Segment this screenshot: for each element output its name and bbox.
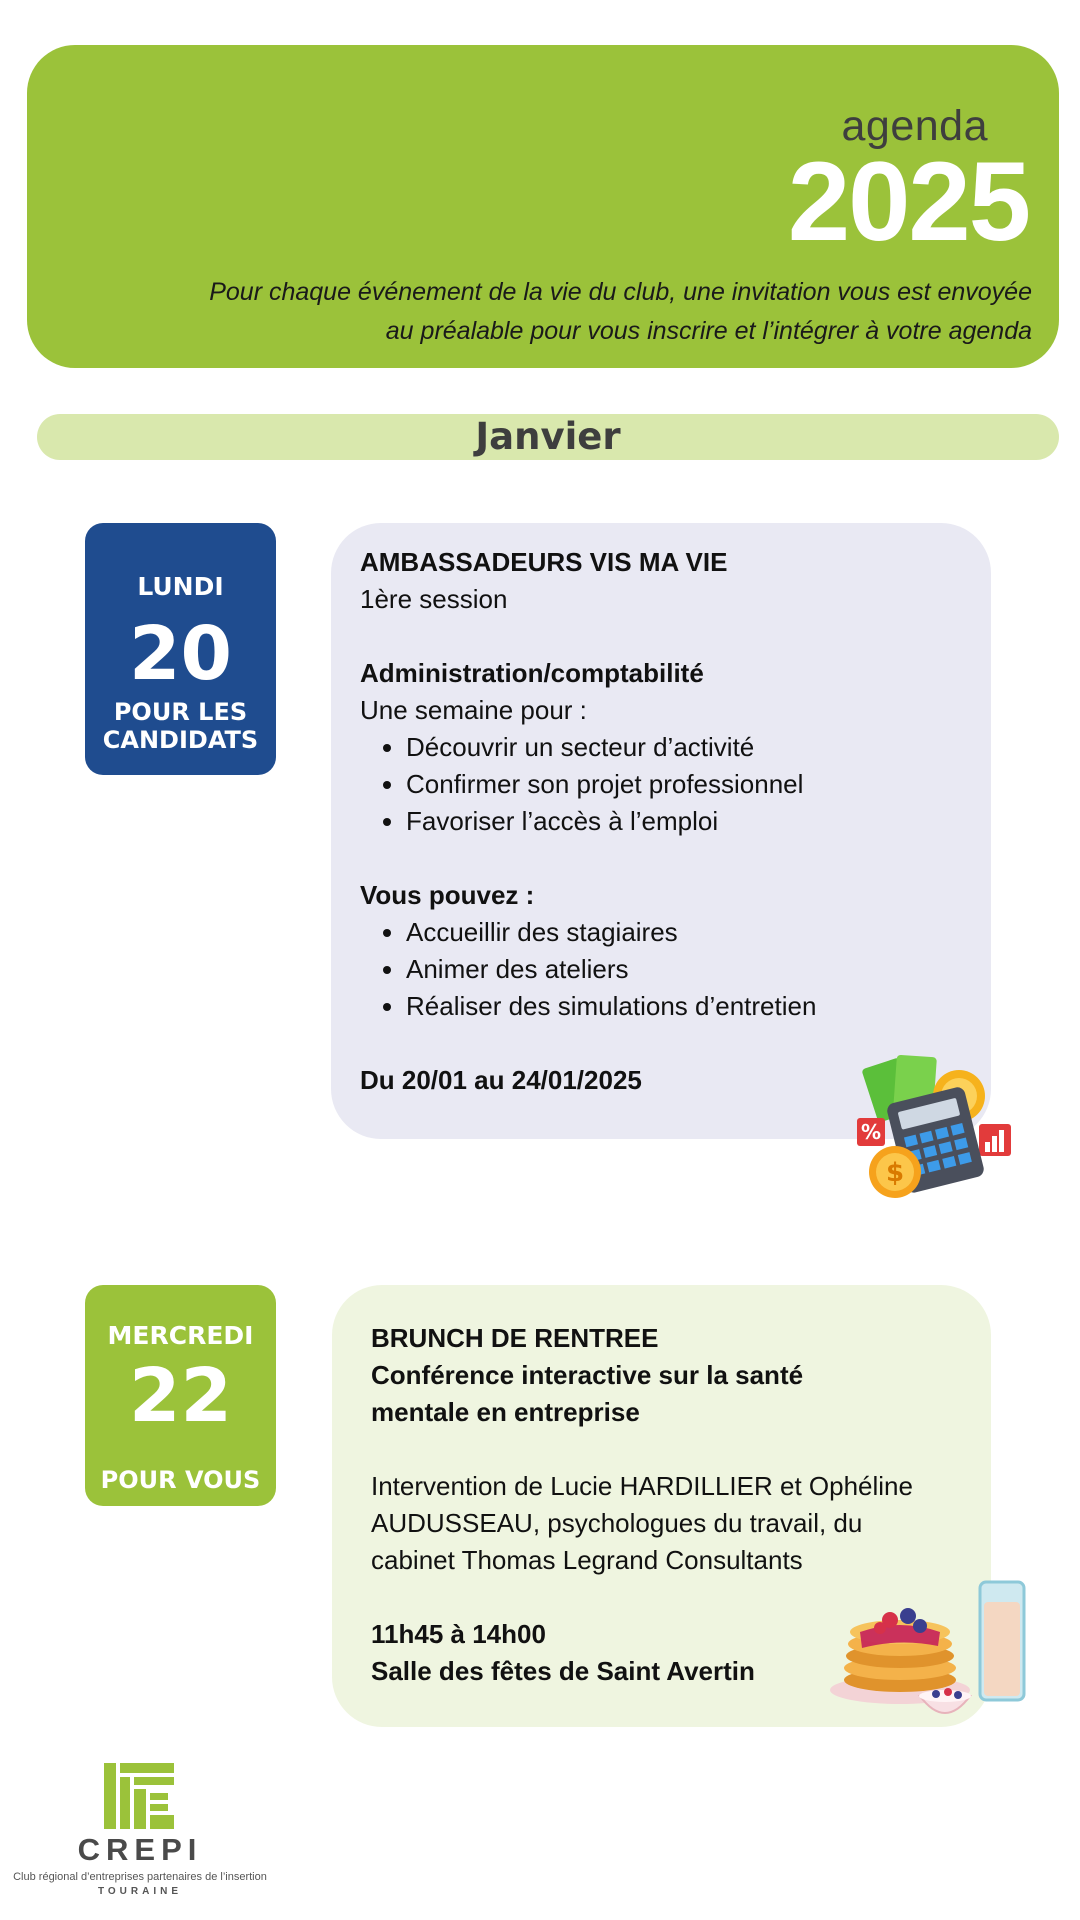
speakers-line-1: Intervention de Lucie HARDILLIER et Ophéline — [371, 1471, 913, 1501]
crepi-logo-icon — [104, 1763, 174, 1829]
day-number: 20 — [129, 611, 232, 697]
day-name: MERCREDI — [107, 1321, 254, 1350]
event-venue: Salle des fêtes de Saint Avertin — [371, 1656, 755, 1686]
event-title: AMBASSADEURS VIS MA VIE — [360, 547, 728, 577]
event-subtitle-line-1: Conférence interactive sur la santé — [371, 1360, 804, 1390]
header-intro — [72, 273, 1032, 351]
list-item: • Réaliser des simulations d’entretien — [406, 988, 980, 1025]
actions-list — [360, 914, 980, 1025]
event-dates: Du 20/01 au 24/01/2025 — [360, 1065, 642, 1095]
month-heading: Janvier — [37, 414, 1059, 460]
agenda-label: agenda — [841, 102, 988, 150]
logo-tagline: Club régional d’entreprises partenaires de l’insertion — [13, 1871, 267, 1883]
audience-line-2: CANDIDATS — [102, 726, 259, 754]
event-time: 11h45 à 14h00 — [371, 1619, 546, 1649]
speakers-line-3: cabinet Thomas Legrand Consultants — [371, 1545, 803, 1575]
calculator-money-icon — [855, 1052, 1015, 1202]
audience-label: POUR VOUS — [100, 1466, 261, 1494]
event-intro: Une semaine pour : — [360, 695, 587, 725]
svg-text:%: % — [860, 1120, 882, 1144]
intro-line-1: Pour chaque événement de la vie du club, une invitation vous est envoyée — [209, 278, 1032, 306]
event-title: BRUNCH DE RENTREE — [371, 1323, 659, 1353]
logo-region: TOURAINE — [97, 1886, 183, 1897]
list-item: • Accueillir des stagiaires — [406, 914, 980, 951]
svg-text:$: $ — [885, 1158, 905, 1188]
event-date-badge — [85, 523, 276, 775]
you-can-heading: Vous pouvez : — [360, 880, 535, 910]
event-subtitle-line-2: mentale en entreprise — [371, 1397, 640, 1427]
list-item: • Animer des ateliers — [406, 951, 980, 988]
day-name: LUNDI — [137, 572, 224, 601]
event-date-badge — [85, 1285, 276, 1506]
agenda-year: 2025 — [787, 139, 1029, 264]
intro-line-2: au préalable pour vous inscrire et l’intégrer à votre agenda — [385, 317, 1032, 345]
pancakes-brunch-icon — [830, 1580, 1030, 1730]
list-item: • Favoriser l’accès à l’emploi — [406, 803, 980, 840]
event-session: 1ère session — [360, 584, 508, 614]
audience-line-1: POUR LES — [113, 698, 248, 726]
event-details — [360, 544, 980, 1099]
logo-name: CREPI — [77, 1832, 203, 1867]
list-item: • Confirmer son projet professionnel — [406, 766, 980, 803]
goals-list — [360, 729, 980, 840]
day-number: 22 — [129, 1353, 232, 1439]
speakers-line-2: AUDUSSEAU, psychologues du travail, du — [371, 1508, 863, 1538]
list-item: • Découvrir un secteur d’activité — [406, 729, 980, 766]
event-subtitle: Administration/comptabilité — [360, 658, 704, 688]
